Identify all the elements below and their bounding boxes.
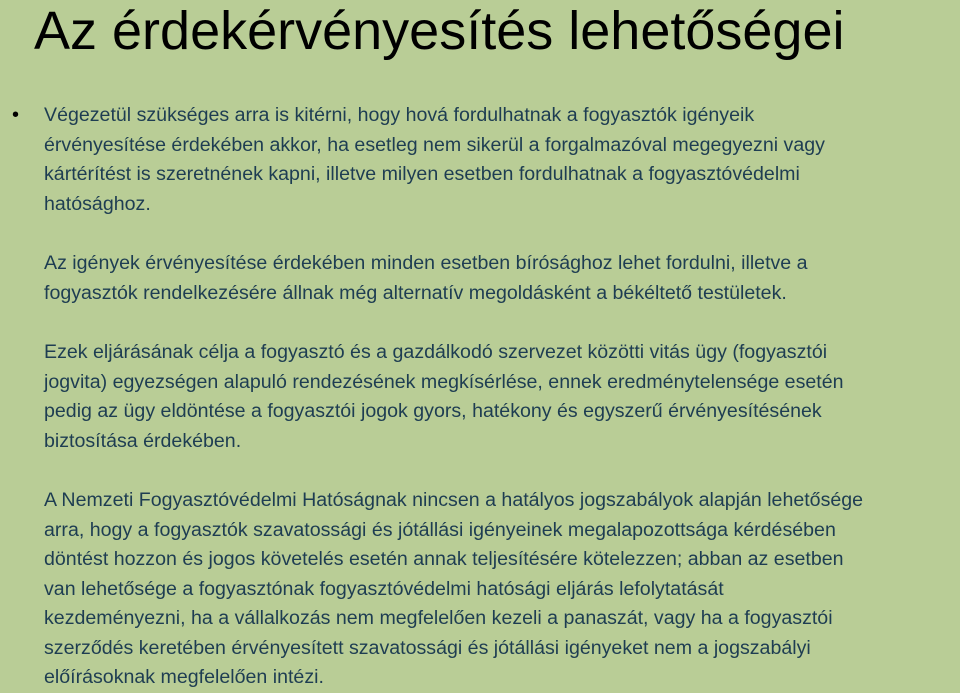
text-line: jogvita) egyezségen alapuló rendezésének megkísérlése, ennek eredménytelensége esetén: [44, 370, 844, 393]
text-line: fogyasztók rendelkezésére állnak még alternatív megoldásként a békéltető testületek.: [44, 281, 787, 304]
text-line: kezdeményezni, ha a vállalkozás nem megfelelően kezeli a panaszát, vagy ha a fogyasztói: [44, 607, 833, 629]
text-line: arra, hogy a fogyasztók szavatossági és jótállási igényeinek megalapozottsága kérdésében: [44, 518, 836, 541]
slide-title: Az érdekérvényesítés lehetőségei: [34, 1, 845, 61]
text-line: van lehetősége a fogyasztónak fogyasztóvédelmi hatósági eljárás lefolytatását: [44, 577, 724, 600]
paragraph-2: [44, 249, 956, 308]
text-line: Az igények érvényesítése érdekében minden esetben bírósághoz lehet fordulni, illetve a: [44, 252, 808, 274]
text-line: kártérítést is szeretnének kapni, illetve milyen esetben fordulhatnak a fogyasztóvédelmi: [44, 163, 800, 185]
text-line: Végezetül szükséges arra is kitérni, hogy hová fordulhatnak a fogyasztók igényeik: [44, 104, 755, 126]
text-line: Ezek eljárásának célja a fogyasztó és a gazdálkodó szervezet közötti vitás ügy (fogyasztói: [44, 341, 828, 363]
paragraph-3: [44, 338, 956, 456]
paragraph-1: [44, 101, 956, 219]
text-line: biztosítása érdekében.: [44, 429, 242, 452]
text-line: A Nemzeti Fogyasztóvédelmi Hatóságnak nincsen a hatályos jogszabályok alapján lehetősége: [44, 489, 864, 511]
slide-body: [12, 101, 956, 693]
text-line: érvényesítése érdekében akkor, ha esetleg nem sikerül a forgalmazóval megegyezni vagy: [44, 133, 825, 156]
text-line: hatósághoz.: [44, 192, 151, 215]
text-line: pedig az ügy eldöntése a fogyasztói jogok gyors, hatékony és egyszerű érvényesítésének: [44, 400, 822, 422]
text-line: előírásoknak megfelelően intézi.: [44, 666, 324, 688]
text-line: szerződés keretében érvényesített szavatossági és jótállási igényeket nem a jogszabályi: [44, 636, 811, 659]
paragraph-4: [44, 486, 956, 693]
bullet-icon: •: [12, 104, 20, 126]
text-line: döntést hozzon és jogos követelés esetén annak teljesítésére kötelezzen; abban az esetben: [44, 548, 844, 570]
